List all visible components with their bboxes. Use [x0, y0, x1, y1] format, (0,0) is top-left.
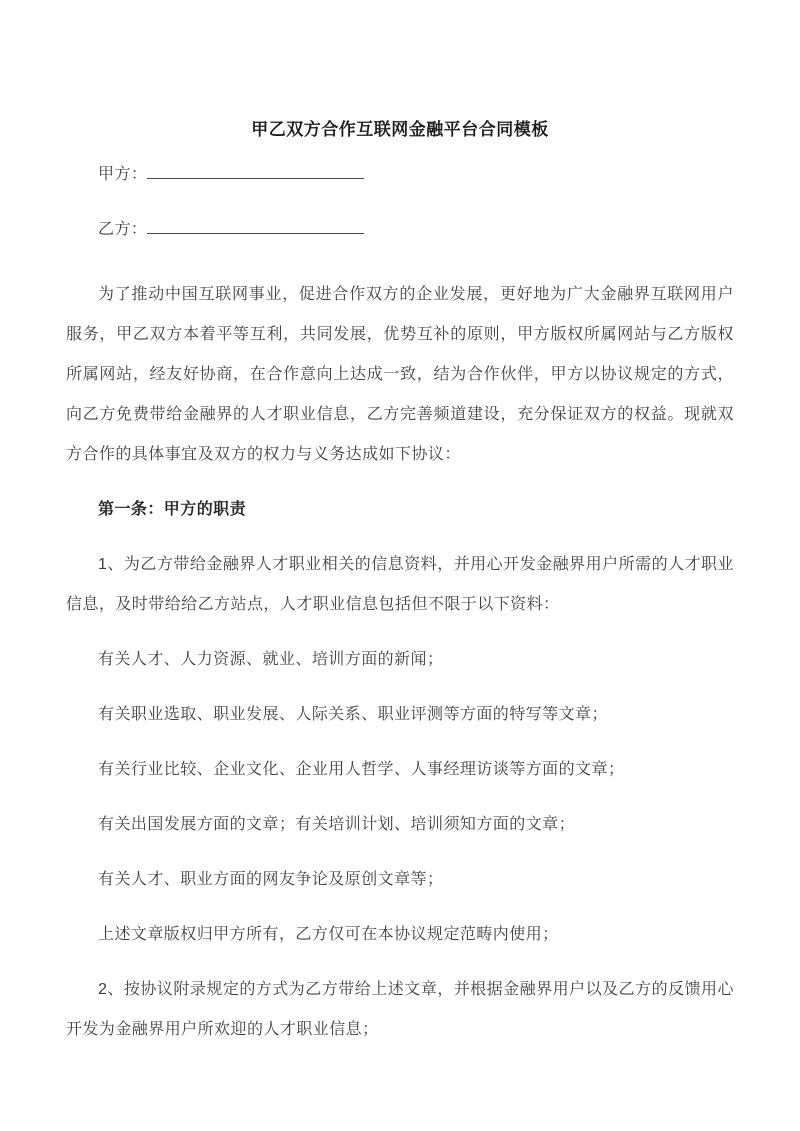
list-item-news: 有关人才、人力资源、就业、培训方面的新闻； — [98, 651, 444, 668]
list-item-career-features: 有关职业选取、职业发展、人际关系、职业评测等方面的特写等文章； — [98, 706, 608, 723]
document-title: 甲乙双方合作互联网金融平台合同模板 — [251, 120, 549, 139]
party-a-row — [66, 155, 734, 195]
party-a-label: 甲方： — [98, 166, 148, 183]
intro-paragraph: 为了推动中国互联网事业，促进合作双方的企业发展，更好地为广大金融界互联网用户服务，甲乙双方本着平等互利，共同发展，优势互补的原则，甲方版权所属网站与乙方版权所属网站，经友好协商，在合作意向上达成一致，结为合作伙伴，甲方以协议规定的方式，向乙方免费带给金融界的人才职业信息，乙方完善频道建设，充分保证双方的权益。现就双方合作的具体事宜及双方的权力与义务达成如下协议： — [66, 286, 734, 463]
copyright-note-paragraph: 上述文章版权归甲方所有，乙方仅可在本协议规定范畴内使用； — [98, 926, 559, 943]
section-1-heading: 第一条：甲方的职责 — [98, 501, 247, 518]
party-b-row — [66, 210, 734, 250]
party-b-label: 乙方： — [98, 221, 148, 238]
party-a-blank-line — [147, 178, 364, 179]
list-item-netizen-articles: 有关人才、职业方面的网友争论及原创文章等； — [98, 871, 444, 888]
clause-2-paragraph: 2、按协议附录规定的方式为乙方带给上述文章，并根据金融界用户以及乙方的反馈用心开发为金融界用户所欢迎的人才职业信息； — [66, 981, 734, 1038]
list-item-abroad-training: 有关出国发展方面的文章；有关培训计划、培训须知方面的文章； — [98, 816, 576, 833]
party-b-blank-line — [147, 233, 364, 234]
list-item-industry-articles: 有关行业比较、企业文化、企业用人哲学、人事经理访谈等方面的文章； — [98, 761, 625, 778]
clause-1-paragraph: 1、为乙方带给金融界人才职业相关的信息资料，并用心开发金融界用户所需的人才职业信息，及时带给给乙方站点，人才职业信息包括但不限于以下资料： — [66, 556, 734, 613]
